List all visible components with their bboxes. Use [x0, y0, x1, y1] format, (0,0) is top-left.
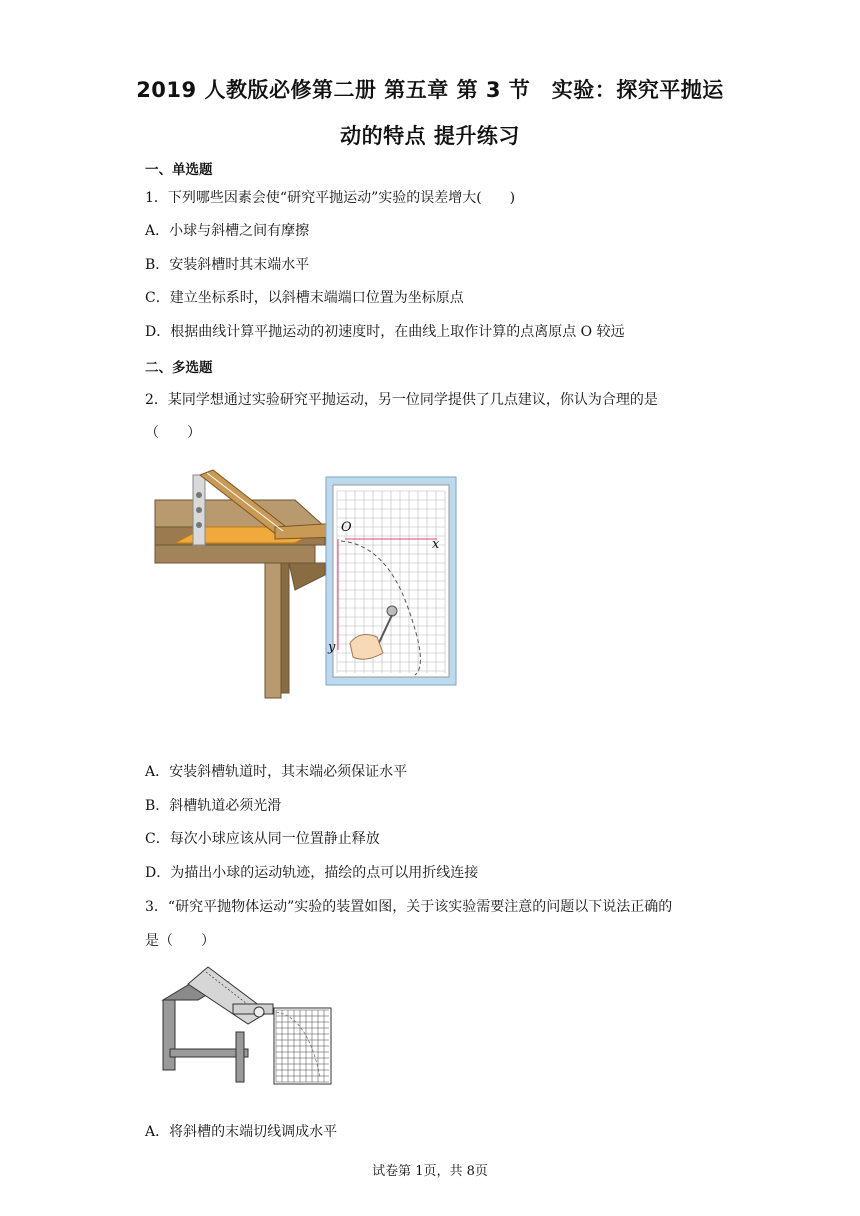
- question-1-option-b: B．安装斜槽时其末端水平: [145, 257, 310, 273]
- question-1-option-c: C．建立坐标系时，以斜槽末端端口位置为坐标原点: [145, 290, 464, 306]
- question-1-stem: 1．下列哪些因素会使“研究平抛运动”实验的误差增大( ): [145, 190, 516, 206]
- question-2-option-c: C．每次小球应该从同一位置静止释放: [145, 831, 380, 847]
- figure-y-axis-label: y: [328, 640, 336, 655]
- question-2-option-d: D．为描出小球的运动轨迹，描绘的点可以用折线连接: [145, 865, 479, 881]
- question-1-option-a: A．小球与斜槽之间有摩擦: [145, 223, 310, 239]
- page-footer: 试卷第 1页，共 8页: [372, 1164, 488, 1179]
- figure-origin-label: O: [341, 520, 352, 535]
- question-2-apparatus-figure: [145, 465, 465, 705]
- question-3-stem: 3．“研究平抛物体运动”实验的装置如图，关于该实验需要注意的问题以下说法正确的: [145, 899, 673, 915]
- question-1-option-d: D．根据曲线计算平抛运动的初速度时，在曲线上取作计算的点离原点 O 较远: [145, 324, 625, 340]
- figure-x-axis-label: x: [432, 537, 440, 552]
- section-heading-multi-choice: 二、多选题: [145, 360, 213, 376]
- section-heading-single-choice: 一、单选题: [145, 162, 213, 178]
- question-2-stem: 2．某同学想通过实验研究平抛运动，另一位同学提供了几点建议，你认为合理的是: [145, 392, 658, 408]
- question-3-option-a: A．将斜槽的末端切线调成水平: [145, 1124, 338, 1140]
- question-3-stem-continued: 是（ ）: [145, 933, 215, 949]
- document-title-line-1: 2019 人教版必修第二册 第五章 第 3 节 实验：探究平抛运: [136, 78, 724, 102]
- question-2-option-b: B．斜槽轨道必须光滑: [145, 798, 282, 814]
- question-3-apparatus-figure: [158, 962, 358, 1087]
- question-2-option-a: A．安装斜槽轨道时，其末端必须保证水平: [145, 764, 408, 780]
- document-title-line-2: 动的特点 提升练习: [340, 124, 520, 148]
- question-2-stem-bracket: （ ）: [145, 425, 201, 441]
